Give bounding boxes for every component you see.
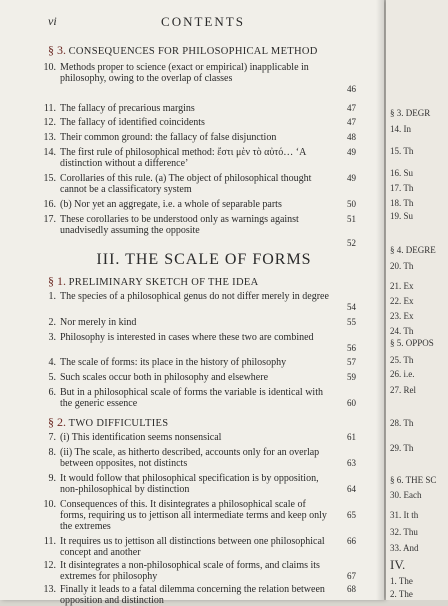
section-mark: § 1. xyxy=(48,274,66,288)
toc-entry[interactable] xyxy=(48,387,356,409)
book-page-right xyxy=(386,0,448,600)
entry-number: 11. xyxy=(43,536,56,547)
right-page-line: 19. Su xyxy=(390,211,414,221)
entry-number: 17. xyxy=(43,214,56,225)
entry-page: 67 xyxy=(347,571,356,581)
toc-entry[interactable] xyxy=(43,214,356,236)
entry-text: Their common ground: the fallacy of false disjunction xyxy=(60,132,277,143)
toc-entry[interactable] xyxy=(43,147,356,169)
entry-number: 10. xyxy=(43,62,56,73)
section-heading xyxy=(48,44,360,58)
right-page-line: 15. Th xyxy=(390,146,414,156)
entry-page: 46 xyxy=(347,84,356,94)
toc-entry[interactable] xyxy=(43,499,356,532)
section-mark: § 2. xyxy=(48,415,66,429)
right-page-line: 30. Each xyxy=(390,490,422,500)
entry-number: 2. xyxy=(48,317,56,328)
right-page-line: 20. Th xyxy=(390,261,414,271)
entry-number: 3. xyxy=(48,332,56,343)
toc-entry[interactable] xyxy=(43,584,356,606)
section-heading xyxy=(48,416,360,430)
running-header xyxy=(48,14,378,32)
entry-page: 68 xyxy=(347,584,356,594)
toc-entry[interactable] xyxy=(43,132,356,143)
section-title: CONSEQUENCES FOR PHILOSOPHICAL METHOD xyxy=(68,46,318,57)
toc-entry[interactable] xyxy=(43,560,356,582)
entry-page: 59 xyxy=(347,372,356,382)
right-page-line: 28. Th xyxy=(390,418,414,428)
entry-page: 65 xyxy=(347,510,356,520)
right-page-line: 17. Th xyxy=(390,183,414,193)
right-page-line: 27. Rel xyxy=(390,385,416,395)
toc-entry[interactable] xyxy=(43,173,356,195)
entry-page: 54 xyxy=(347,302,356,312)
right-page-line: 23. Ex xyxy=(390,311,414,321)
toc-entry[interactable] xyxy=(43,103,356,114)
right-page-line: § 4. DEGRE xyxy=(390,245,436,255)
entry-text: These corollaries to be understood only as warnings against unadvisedly assuming the opposite xyxy=(60,214,299,236)
entry-number: 12. xyxy=(43,560,56,571)
toc-entry[interactable] xyxy=(48,432,356,443)
entry-page: 47 xyxy=(347,117,356,127)
entry-number: 5. xyxy=(48,372,56,383)
toc-entry[interactable] xyxy=(43,536,356,558)
right-page-line: § 5. OPPOS xyxy=(390,338,434,348)
right-page-line: 24. Th xyxy=(390,326,414,336)
entry-page: 66 xyxy=(347,536,356,546)
right-page-line: 29. Th xyxy=(390,443,414,453)
right-page-line: 21. Ex xyxy=(390,281,414,291)
entry-number: 14. xyxy=(43,147,56,158)
entry-number: 12. xyxy=(43,117,56,128)
entry-text: (b) Nor yet an aggregate, i.e. a whole of separable parts xyxy=(60,199,282,210)
entry-number: 6. xyxy=(48,387,56,398)
entry-page: 52 xyxy=(347,238,356,248)
entry-page: 47 xyxy=(347,103,356,113)
entry-text: The species of a philosophical genus do not differ merely in degree xyxy=(60,291,329,302)
entry-text: It would follow that philosophical specification is by opposition, non-philosophical by distinction xyxy=(60,473,319,495)
entry-page: 64 xyxy=(347,484,356,494)
entry-text: The fallacy of identified coincidents xyxy=(60,117,205,128)
entry-page: 56 xyxy=(347,343,356,353)
right-page-line: 2. The xyxy=(390,589,413,599)
entry-number: 1. xyxy=(48,291,56,302)
entry-number: 4. xyxy=(48,357,56,368)
entry-text: (i) This identification seems nonsensical xyxy=(60,432,222,443)
entry-text: The first rule of philosophical method: ἔστι μὲν τὸ αὐτό… ‘A distinction without a difference’ xyxy=(60,147,306,169)
entry-text: Corollaries of this rule. (a) The object of philosophical thought cannot be a classificatory system xyxy=(60,173,312,195)
toc-entry[interactable] xyxy=(43,199,356,210)
right-page-line: 18. Th xyxy=(390,198,414,208)
entry-text: Finally it leads to a fatal dilemma concerning the relation between opposition and distinction xyxy=(60,584,325,606)
entry-text: But in a philosophical scale of forms the variable is identical with the generic essence xyxy=(60,387,323,409)
entry-number: 8. xyxy=(48,447,56,458)
right-page-line: 25. Th xyxy=(390,355,414,365)
right-page-line: 22. Ex xyxy=(390,296,414,306)
right-page-line: 1. The xyxy=(390,576,413,586)
entry-text: Methods proper to science (exact or empirical) inapplicable in philosophy, owing to the overlap of classes xyxy=(60,62,309,84)
toc-entry[interactable] xyxy=(48,372,356,383)
section-title: PRELIMINARY SKETCH OF THE IDEA xyxy=(68,277,259,288)
entry-text: The scale of forms: its place in the history of philosophy xyxy=(60,357,287,368)
entry-text: (ii) The scale, as hitherto described, accounts only for an overlap between opposites, not distincts xyxy=(60,447,320,469)
toc-entry[interactable] xyxy=(48,447,356,469)
entry-number: 10. xyxy=(43,499,56,510)
section-mark: § 3. xyxy=(48,43,66,57)
right-page-line: 31. It th xyxy=(390,510,419,520)
entry-text: Philosophy is interested in cases where these two are combined xyxy=(60,332,314,343)
toc-entry[interactable] xyxy=(48,473,356,495)
entry-text: It requires us to jettison all distinctions between one philosophical concept and another xyxy=(60,536,325,558)
entry-page: 49 xyxy=(347,173,356,183)
entry-page: 50 xyxy=(347,199,356,209)
entry-page: 49 xyxy=(347,147,356,157)
toc-entry[interactable] xyxy=(48,291,356,312)
entry-number: 11. xyxy=(43,103,56,114)
entry-number: 7. xyxy=(48,432,56,443)
toc-entry[interactable] xyxy=(48,357,356,368)
section-title: TWO DIFFICULTIES xyxy=(68,418,169,429)
right-page-line: 33. And xyxy=(390,543,419,553)
toc-entry[interactable] xyxy=(43,117,356,128)
toc-entry[interactable] xyxy=(48,332,356,353)
entry-page: 63 xyxy=(347,458,356,468)
entry-page: 60 xyxy=(347,398,356,408)
entry-text: Consequences of this. It disintegrates a philosophical scale of forms, requiring us to jettison all intermediate terms and keep only the extremes xyxy=(60,499,327,532)
section-heading xyxy=(48,275,360,289)
entry-text: Such scales occur both in philosophy and elsewhere xyxy=(60,372,269,383)
entry-page: 57 xyxy=(347,357,356,367)
entry-number: 13. xyxy=(43,132,56,143)
entry-number: 15. xyxy=(43,173,56,184)
page-title: CONTENTS xyxy=(161,14,245,29)
toc-entry[interactable] xyxy=(48,317,356,328)
entry-number: 9. xyxy=(48,473,56,484)
right-page-line: 14. In xyxy=(390,124,411,134)
right-page-line: 32. Thu xyxy=(390,527,418,537)
entry-text: The fallacy of precarious margins xyxy=(60,103,195,114)
entry-number: 16. xyxy=(43,199,56,210)
right-page-line: § 6. THE SC xyxy=(390,475,437,485)
page-number: vi xyxy=(48,14,57,28)
part-title: III. THE SCALE OF FORMS xyxy=(96,251,312,268)
entry-text: Nor merely in kind xyxy=(60,317,137,328)
toc-entry[interactable] xyxy=(43,62,356,94)
right-page-line: 26. i.e. xyxy=(390,369,415,379)
right-page-line: § 3. DEGR xyxy=(390,108,431,118)
right-page-line: IV. xyxy=(390,557,406,572)
entry-page: 55 xyxy=(347,317,356,327)
entry-page: 51 xyxy=(347,214,356,224)
entry-page: 48 xyxy=(347,132,356,142)
entry-page: 61 xyxy=(347,432,356,442)
right-page-line: 16. Su xyxy=(390,168,414,178)
entry-number: 13. xyxy=(43,584,56,595)
entry-text: It disintegrates a non-philosophical scale of forms, and claims its extremes for philosophy xyxy=(60,560,320,582)
